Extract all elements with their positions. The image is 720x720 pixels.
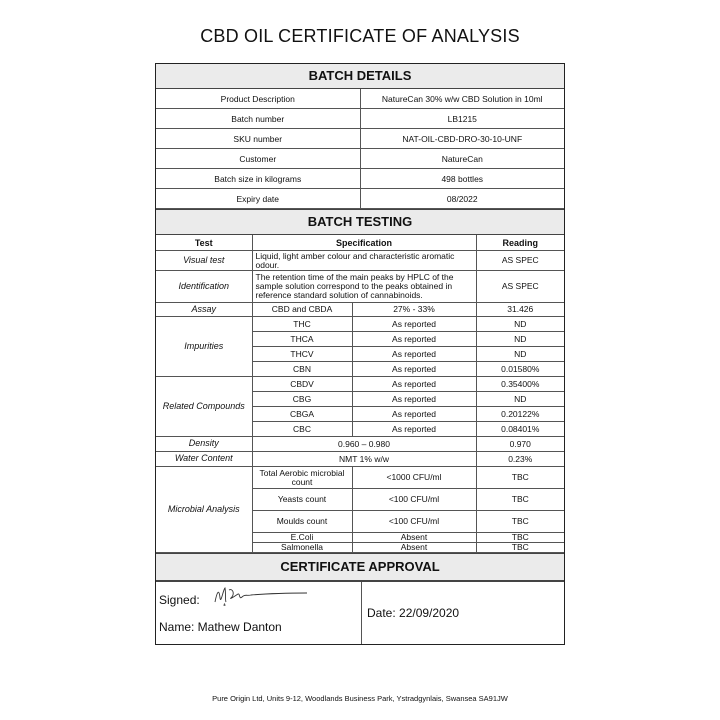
detail-value: LB1215 (360, 109, 564, 129)
specification-cell: The retention time of the main peaks by HPLC of the sample solution correspond to the peaks obtained in reference standard solution of cannabinoids. (252, 271, 476, 303)
batch-details-table (156, 89, 564, 209)
detail-label: Customer (156, 149, 360, 169)
specification-cell: <1000 CFU/ml (352, 467, 476, 489)
table-row (156, 303, 564, 317)
specification-cell: Absent (352, 533, 476, 543)
detail-value: NatureCan 30% w/w CBD Solution in 10ml (360, 89, 564, 109)
table-row (156, 437, 564, 452)
test-name: Visual test (156, 251, 252, 271)
table-row (156, 109, 564, 129)
test-name: Related Compounds (156, 377, 252, 437)
specification-cell: 0.960 – 0.980 (252, 437, 476, 452)
reading-cell: TBC (476, 543, 564, 553)
test-name: Microbial Analysis (156, 467, 252, 553)
specification-cell: As reported (352, 377, 476, 392)
sub-test-cell: Yeasts count (252, 489, 352, 511)
specification-column-header: Specification (252, 235, 476, 251)
detail-label: SKU number (156, 129, 360, 149)
specification-cell: As reported (352, 362, 476, 377)
test-name: Impurities (156, 317, 252, 377)
specification-cell: As reported (352, 422, 476, 437)
reading-cell: AS SPEC (476, 251, 564, 271)
specification-cell: 27% - 33% (352, 303, 476, 317)
test-name: Assay (156, 303, 252, 317)
specification-cell: <100 CFU/ml (352, 489, 476, 511)
batch-testing-table (156, 235, 564, 553)
approval-date: Date: 22/09/2020 (367, 606, 460, 620)
sub-test-cell: Salmonella (252, 543, 352, 553)
certificate-form (155, 63, 565, 645)
detail-label: Product Description (156, 89, 360, 109)
table-row (156, 317, 564, 332)
table-row (156, 271, 564, 303)
reading-cell: 0.20122% (476, 407, 564, 422)
detail-label: Expiry date (156, 189, 360, 209)
table-row (156, 149, 564, 169)
signature-block (156, 582, 362, 644)
specification-cell: As reported (352, 392, 476, 407)
document-title: CBD OIL CERTIFICATE OF ANALYSIS (200, 26, 520, 46)
sub-test-cell: THCV (252, 347, 352, 362)
sub-test-cell: Total Aerobic microbial count (252, 467, 352, 489)
table-row (156, 467, 564, 489)
sub-test-cell: CBG (252, 392, 352, 407)
specification-cell: Liquid, light amber colour and characteristic aromatic odour. (252, 251, 476, 271)
specification-cell: As reported (352, 317, 476, 332)
table-row (156, 89, 564, 109)
table-row (156, 251, 564, 271)
specification-cell: NMT 1% w/w (252, 452, 476, 467)
table-header-row (156, 235, 564, 251)
reading-cell: TBC (476, 511, 564, 533)
detail-value: 08/2022 (360, 189, 564, 209)
sub-test-cell: E.Coli (252, 533, 352, 543)
batch-details-heading: BATCH DETAILS (156, 64, 564, 89)
detail-value: NatureCan (360, 149, 564, 169)
sub-test-cell: CBGA (252, 407, 352, 422)
table-row (156, 129, 564, 149)
sub-test-cell: CBDV (252, 377, 352, 392)
reading-cell: TBC (476, 533, 564, 543)
detail-label: Batch size in kilograms (156, 169, 360, 189)
specification-cell: As reported (352, 332, 476, 347)
signed-label: Signed: (159, 593, 200, 607)
reading-cell: ND (476, 347, 564, 362)
table-row (156, 169, 564, 189)
table-row (156, 377, 564, 392)
reading-cell: ND (476, 332, 564, 347)
sub-test-cell: CBC (252, 422, 352, 437)
detail-value: 498 bottles (360, 169, 564, 189)
sub-test-cell: Moulds count (252, 511, 352, 533)
table-row (156, 452, 564, 467)
signature-image (211, 584, 311, 610)
sub-test-cell: THC (252, 317, 352, 332)
date-block (362, 582, 564, 644)
reading-cell: 0.08401% (476, 422, 564, 437)
test-name: Density (156, 437, 252, 452)
batch-testing-heading: BATCH TESTING (156, 209, 564, 235)
sub-test-cell: CBN (252, 362, 352, 377)
reading-column-header: Reading (476, 235, 564, 251)
sub-test-cell: CBD and CBDA (252, 303, 352, 317)
table-row (156, 189, 564, 209)
reading-cell: 0.01580% (476, 362, 564, 377)
reading-cell: ND (476, 317, 564, 332)
reading-cell: 0.23% (476, 452, 564, 467)
test-name: Identification (156, 271, 252, 303)
reading-cell: ND (476, 392, 564, 407)
sub-test-cell: THCA (252, 332, 352, 347)
reading-cell: 0.970 (476, 437, 564, 452)
test-column-header: Test (156, 235, 252, 251)
approval-section (156, 581, 564, 644)
signer-name: Name: Mathew Danton (159, 620, 282, 634)
company-address-footer: Pure Origin Ltd, Units 9-12, Woodlands Business Park, Ystradgynlais, Swansea SA91JW (212, 694, 508, 703)
reading-cell: 31.426 (476, 303, 564, 317)
specification-cell: <100 CFU/ml (352, 511, 476, 533)
reading-cell: 0.35400% (476, 377, 564, 392)
reading-cell: AS SPEC (476, 271, 564, 303)
reading-cell: TBC (476, 489, 564, 511)
specification-cell: As reported (352, 407, 476, 422)
detail-label: Batch number (156, 109, 360, 129)
detail-value: NAT-OIL-CBD-DRO-30-10-UNF (360, 129, 564, 149)
certificate-approval-heading: CERTIFICATE APPROVAL (156, 553, 564, 581)
reading-cell: TBC (476, 467, 564, 489)
test-name: Water Content (156, 452, 252, 467)
specification-cell: As reported (352, 347, 476, 362)
specification-cell: Absent (352, 543, 476, 553)
